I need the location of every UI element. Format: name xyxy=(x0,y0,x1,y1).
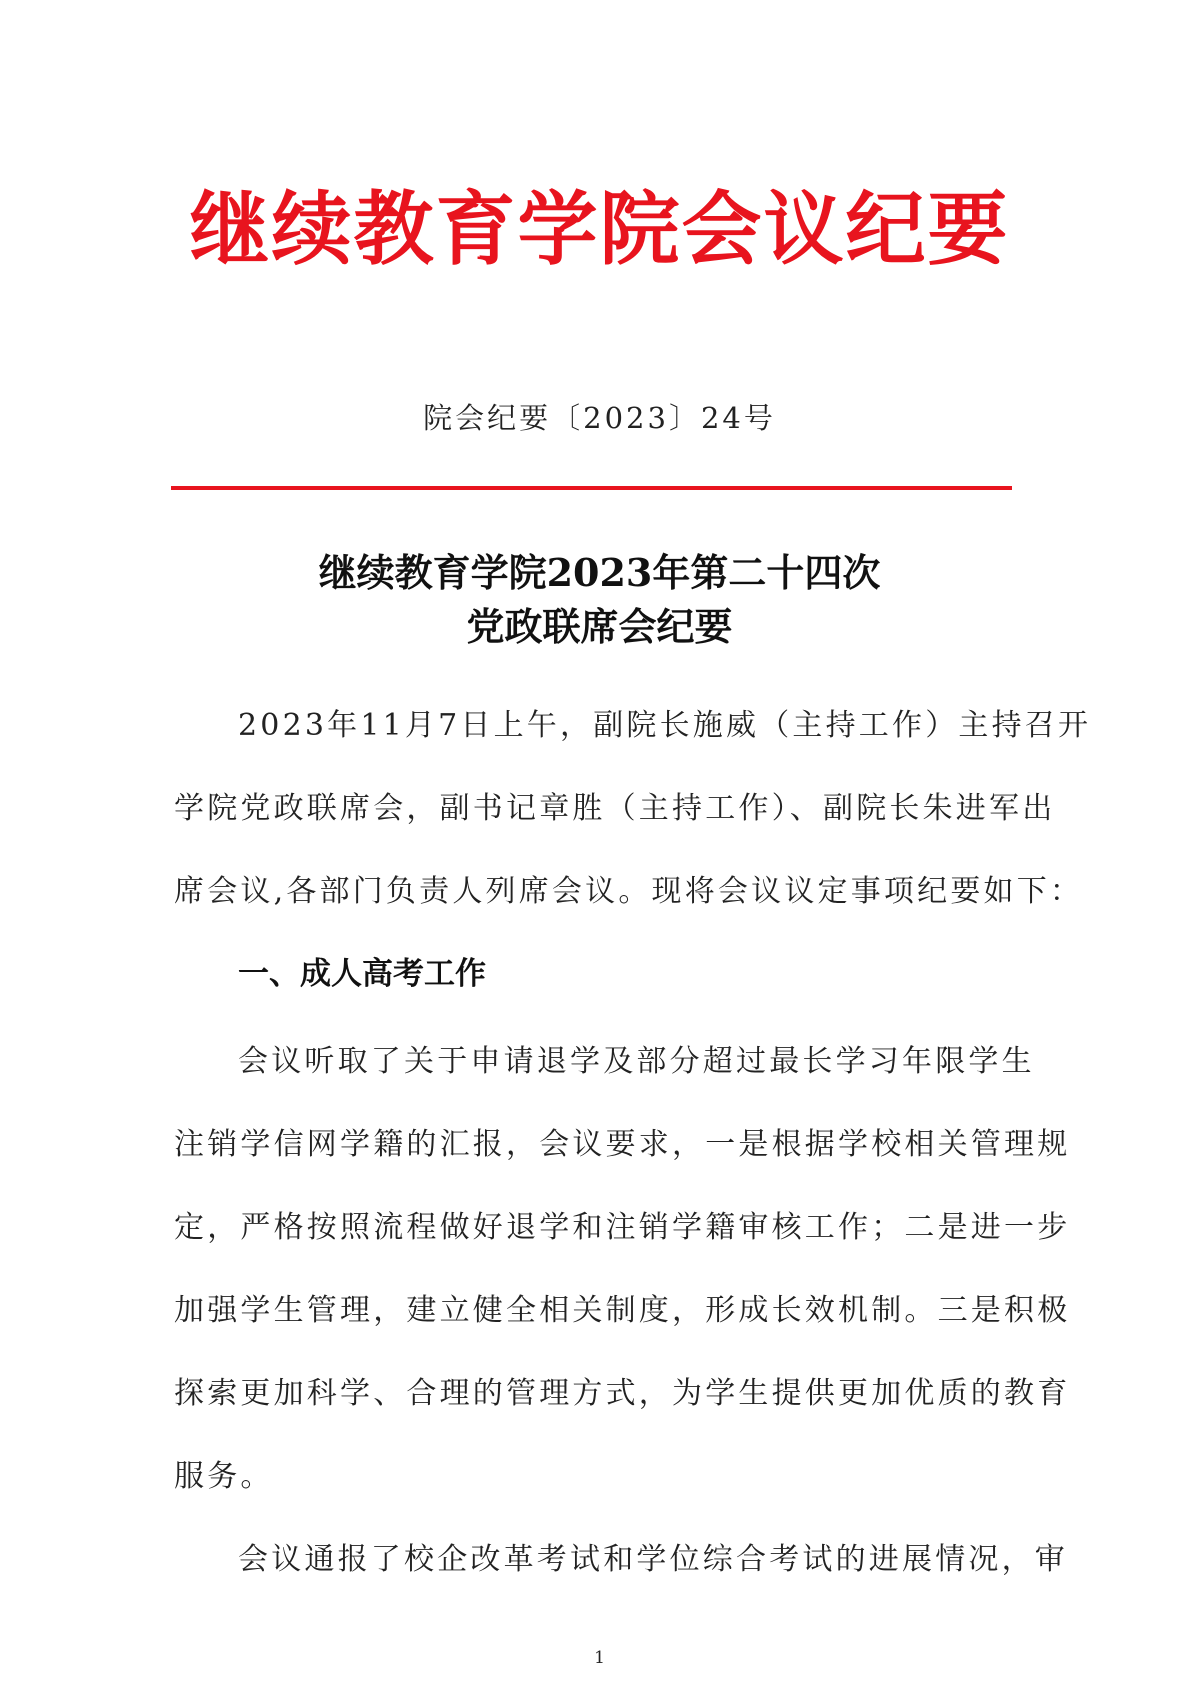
page-number: 1 xyxy=(594,1648,605,1668)
intro-line: 席会议,各部门负责人列席会议。现将会议议定事项纪要如下： xyxy=(174,874,1084,909)
paragraph-line: 会议听取了关于申请退学及部分超过最长学习年限学生 xyxy=(238,1044,1035,1079)
paragraph-line: 会议通报了校企改革考试和学位综合考试的进展情况，审 xyxy=(238,1542,1068,1577)
paragraph-line: 定，严格按照流程做好退学和注销学籍审核工作；二是进一步 xyxy=(174,1210,1071,1245)
title-line-1: 继续教育学院2023年第二十四次 xyxy=(318,550,881,595)
section1-paragraph-1 xyxy=(174,1020,1071,1518)
document-title xyxy=(0,546,1199,654)
intro-paragraph xyxy=(174,684,1092,933)
section1-paragraph-2 xyxy=(174,1518,1068,1601)
paragraph-line: 注销学信网学籍的汇报，会议要求，一是根据学校相关管理规 xyxy=(174,1127,1071,1162)
title-line-2: 党政联席会纪要 xyxy=(466,604,733,649)
masthead-title: 继续教育学院会议纪要 xyxy=(189,183,1010,276)
intro-line: 2023年11月7日上午，副院长施威（主持工作）主持召开 xyxy=(238,708,1092,743)
paragraph-line: 服务。 xyxy=(174,1459,274,1494)
intro-line: 学院党政联席会，副书记章胜（主持工作）、副院长朱进军出 xyxy=(174,791,1056,826)
paragraph-line: 探索更加科学、合理的管理方式，为学生提供更加优质的教育 xyxy=(174,1376,1071,1411)
section-heading: 一、成人高考工作 xyxy=(238,956,486,992)
red-divider-line xyxy=(171,486,1012,490)
paragraph-line: 加强学生管理，建立健全相关制度，形成长效机制。三是积极 xyxy=(174,1293,1071,1328)
document-number: 院会纪要〔2023〕24号 xyxy=(423,401,776,435)
